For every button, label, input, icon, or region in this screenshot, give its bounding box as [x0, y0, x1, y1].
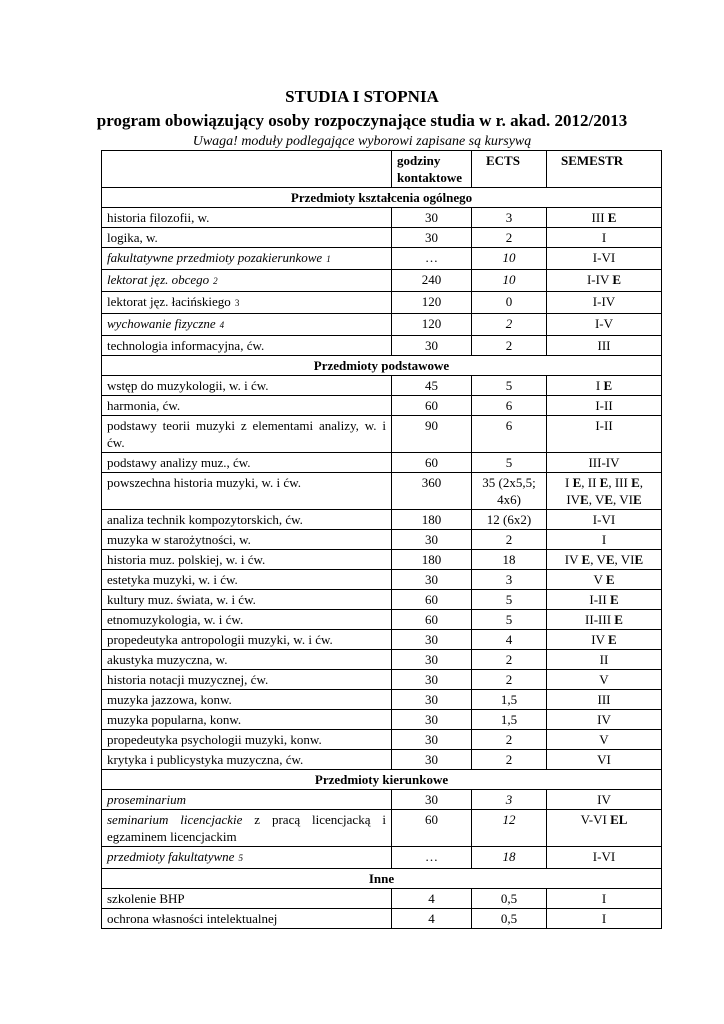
module-name-cell — [102, 847, 392, 869]
ects-cell: 2 — [472, 314, 547, 336]
exam-marker: E — [612, 272, 622, 287]
module-name: historia muz. polskiej, w. i ćw. — [107, 552, 266, 567]
semester-cell — [547, 314, 662, 336]
module-name-cell — [102, 292, 392, 314]
exam-marker: E — [633, 492, 642, 507]
semester-text: I-IV — [586, 272, 613, 287]
semester-text: I — [601, 230, 607, 245]
semester-cell — [547, 810, 662, 847]
module-name: proseminarium — [107, 792, 186, 807]
module-name-rest: z pracą licencjacką i egzaminem licencjackim — [107, 812, 386, 844]
footnote-marker: 5 — [238, 853, 243, 863]
semester-cell — [547, 690, 662, 710]
semester-cell — [547, 416, 662, 453]
semester-text: III — [591, 210, 608, 225]
semester-text: I-II — [589, 592, 610, 607]
hours-cell: 180 — [392, 550, 472, 570]
module-name-cell — [102, 810, 392, 847]
ects-cell: 5 — [472, 610, 547, 630]
module-name-cell — [102, 336, 392, 356]
module-name-cell — [102, 396, 392, 416]
semester-text: IV — [597, 712, 611, 727]
ects-cell: 3 — [472, 208, 547, 228]
exam-marker: E — [634, 552, 644, 567]
hours-cell: 30 — [392, 710, 472, 730]
table-row — [102, 630, 662, 650]
hours-cell: 30 — [392, 208, 472, 228]
ects-cell: 3 — [472, 570, 547, 590]
module-name-cell — [102, 690, 392, 710]
module-name: kultury muz. świata, w. i ćw. — [107, 592, 256, 607]
semester-text: II-III — [585, 612, 615, 627]
semester-text: I-V — [594, 316, 614, 331]
table-row — [102, 810, 662, 847]
exam-marker: EL — [610, 812, 628, 827]
page-title: STUDIA I STOPNIA — [285, 87, 439, 106]
module-name-cell — [102, 710, 392, 730]
module-name: powszechna historia muzyki, w. i ćw. — [107, 475, 301, 490]
table-row — [102, 650, 662, 670]
module-name-cell — [102, 550, 392, 570]
semester-text: I-IV — [592, 294, 616, 309]
module-name: estetyka muzyki, w. i ćw. — [107, 572, 238, 587]
semester-text: I — [601, 532, 607, 547]
module-name-cell — [102, 228, 392, 248]
module-name: szkolenie BHP — [107, 891, 185, 906]
section-header-row — [102, 770, 662, 790]
ects-cell: 10 — [472, 248, 547, 270]
module-name: etnomuzykologia, w. i ćw. — [107, 612, 244, 627]
semester-text: I — [601, 911, 607, 926]
program-subtitle: program obowiązujący osoby rozpoczynające studia w r. akad. 2012/2013 — [96, 111, 628, 130]
hours-cell: 30 — [392, 336, 472, 356]
table-row — [102, 248, 662, 270]
ects-cell: 35 (2x5,5; 4x6) — [472, 473, 547, 510]
semester-cell — [547, 510, 662, 530]
module-name: lektorat jęz. obcego — [107, 272, 210, 287]
exam-marker: E — [609, 592, 619, 607]
module-name-cell — [102, 270, 392, 292]
hours-cell: 90 — [392, 416, 472, 453]
exam-marker: E — [614, 612, 623, 627]
table-row — [102, 396, 662, 416]
ects-cell: 1,5 — [472, 690, 547, 710]
semester-cell — [547, 730, 662, 750]
hours-cell: 120 — [392, 314, 472, 336]
ects-cell: 2 — [472, 228, 547, 248]
module-name: muzyka w starożytności, w. — [107, 532, 251, 547]
hours-cell: 30 — [392, 690, 472, 710]
hours-cell: 30 — [392, 790, 472, 810]
hours-cell: 180 — [392, 510, 472, 530]
ects-cell: 5 — [472, 453, 547, 473]
semester-cell — [547, 750, 662, 770]
module-name-cell — [102, 510, 392, 530]
semester-cell — [547, 270, 662, 292]
semester-cell — [547, 292, 662, 314]
semester-cell — [547, 208, 662, 228]
semester-cell — [547, 710, 662, 730]
module-name-cell — [102, 416, 392, 453]
exam-marker: E — [581, 552, 591, 567]
module-name-cell — [102, 376, 392, 396]
semester-text: I — [595, 378, 604, 393]
module-name-cell — [102, 730, 392, 750]
module-name-cell — [102, 650, 392, 670]
hours-cell: 30 — [392, 730, 472, 750]
exam-marker: E — [605, 572, 615, 587]
module-name-cell — [102, 248, 392, 270]
table-row — [102, 550, 662, 570]
table-body — [102, 188, 662, 929]
footnote-marker: 2 — [213, 276, 218, 286]
module-name: krytyka i publicystyka muzyczna, ćw. — [107, 752, 304, 767]
section-title: Przedmioty kierunkowe — [102, 770, 662, 790]
module-name-cell — [102, 530, 392, 550]
ects-cell: 6 — [472, 396, 547, 416]
semester-text: IV — [564, 552, 582, 567]
module-name: ochrona własności intelektualnej — [107, 911, 278, 926]
module-name: technologia informacyjna, ćw. — [107, 338, 265, 353]
table-row — [102, 292, 662, 314]
hours-cell: 30 — [392, 750, 472, 770]
header-module — [102, 151, 392, 188]
module-name: fakultatywne przedmioty pozakierunkowe — [107, 250, 323, 265]
table-row — [102, 690, 662, 710]
semester-text: IV — [591, 632, 609, 647]
module-name: podstawy analizy muz., ćw. — [107, 455, 251, 470]
hours-cell: 30 — [392, 630, 472, 650]
semester-cell — [547, 376, 662, 396]
semester-cell — [547, 473, 662, 510]
semester-cell — [547, 530, 662, 550]
module-name: akustyka muzyczna, w. — [107, 652, 228, 667]
module-name: historia filozofii, w. — [107, 210, 210, 225]
module-name: muzyka jazzowa, konw. — [107, 692, 232, 707]
table-row — [102, 909, 662, 929]
curriculum-table — [101, 150, 662, 929]
module-name-cell — [102, 889, 392, 909]
exam-marker: E — [572, 475, 582, 490]
semester-text: I-II — [595, 418, 613, 433]
module-name-cell — [102, 630, 392, 650]
semester-text: IV — [597, 792, 611, 807]
hours-cell: 60 — [392, 396, 472, 416]
header-semester: SEMESTR — [547, 151, 662, 188]
ects-cell: 5 — [472, 376, 547, 396]
semester-text: I-VI — [592, 512, 616, 527]
hours-cell: 30 — [392, 670, 472, 690]
semester-text: I-VI — [592, 250, 616, 265]
table-row — [102, 208, 662, 228]
ects-cell: 12 (6x2) — [472, 510, 547, 530]
semester-text: , II — [581, 475, 600, 490]
semester-text: V-VI — [580, 812, 611, 827]
table-row — [102, 610, 662, 630]
hours-cell: 30 — [392, 570, 472, 590]
module-name: analiza technik kompozytorskich, ćw. — [107, 512, 303, 527]
ects-cell: 2 — [472, 336, 547, 356]
ects-cell: 12 — [472, 810, 547, 847]
semester-cell — [547, 847, 662, 869]
table-row — [102, 314, 662, 336]
semester-text: III — [597, 338, 611, 353]
semester-text: I-II — [595, 398, 613, 413]
module-name: wychowanie fizyczne — [107, 316, 216, 331]
exam-marker: E — [605, 552, 615, 567]
semester-text: I-VI — [592, 849, 616, 864]
module-name: przedmioty fakultatywne — [107, 849, 235, 864]
semester-cell — [547, 909, 662, 929]
semester-text: , III — [608, 475, 632, 490]
module-name-cell — [102, 453, 392, 473]
ects-cell: 1,5 — [472, 710, 547, 730]
semester-cell — [547, 790, 662, 810]
ects-cell: 0,5 — [472, 889, 547, 909]
semester-text: I — [601, 891, 607, 906]
hours-cell: 30 — [392, 228, 472, 248]
section-title: Przedmioty podstawowe — [102, 356, 662, 376]
hours-cell: 120 — [392, 292, 472, 314]
semester-cell — [547, 670, 662, 690]
footnote-marker: 3 — [234, 298, 240, 308]
module-name: logika, w. — [107, 230, 158, 245]
module-name-cell — [102, 473, 392, 510]
module-name: wstęp do muzykologii, w. i ćw. — [107, 378, 269, 393]
exam-marker: E — [604, 492, 614, 507]
exam-marker: E — [608, 632, 617, 647]
header-ects: ECTS — [472, 151, 547, 188]
section-title: Inne — [102, 869, 662, 889]
ects-cell: 2 — [472, 730, 547, 750]
semester-text: V — [599, 672, 609, 687]
ects-cell: 0 — [472, 292, 547, 314]
table-row — [102, 790, 662, 810]
section-header-row — [102, 869, 662, 889]
hours-cell: 60 — [392, 610, 472, 630]
module-name-cell — [102, 570, 392, 590]
semester-cell — [547, 396, 662, 416]
semester-text: III-IV — [588, 455, 620, 470]
ects-cell: 18 — [472, 550, 547, 570]
ects-cell: 2 — [472, 750, 547, 770]
table-row — [102, 590, 662, 610]
module-name: lektorat jęz. łacińskiego — [107, 294, 231, 309]
module-name: podstawy teorii muzyki z elementami analizy, w. i ćw. — [107, 418, 386, 450]
module-name: harmonia, ćw. — [107, 398, 181, 413]
hours-cell: 60 — [392, 810, 472, 847]
footnote-marker: 4 — [219, 320, 225, 330]
table-row — [102, 670, 662, 690]
semester-text: V — [593, 572, 606, 587]
module-name: seminarium licencjackie — [107, 812, 243, 827]
hours-cell: 60 — [392, 590, 472, 610]
semester-text: , V — [590, 552, 606, 567]
ects-cell: 6 — [472, 416, 547, 453]
table-row — [102, 416, 662, 453]
semester-cell — [547, 248, 662, 270]
semester-text: , VI — [614, 552, 635, 567]
ects-cell: 0,5 — [472, 909, 547, 929]
hours-cell: 240 — [392, 270, 472, 292]
exam-marker: E — [580, 492, 589, 507]
module-name-cell — [102, 208, 392, 228]
ects-cell: 5 — [472, 590, 547, 610]
module-name-cell — [102, 790, 392, 810]
section-header-row — [102, 356, 662, 376]
hours-cell: 360 — [392, 473, 472, 510]
hours-cell: 60 — [392, 453, 472, 473]
ects-cell: 3 — [472, 790, 547, 810]
exam-marker: E — [631, 475, 640, 490]
hours-cell: 4 — [392, 889, 472, 909]
ects-cell: 18 — [472, 847, 547, 869]
hours-cell: 4 — [392, 909, 472, 929]
ects-cell: 2 — [472, 650, 547, 670]
module-name-cell — [102, 590, 392, 610]
table-row — [102, 730, 662, 750]
hours-cell: … — [392, 847, 472, 869]
ects-cell: 2 — [472, 670, 547, 690]
footnote-marker: 1 — [326, 254, 331, 264]
section-title: Przedmioty kształcenia ogólnego — [102, 188, 662, 208]
semester-cell — [547, 570, 662, 590]
table-row — [102, 473, 662, 510]
hours-cell: 30 — [392, 530, 472, 550]
table-header-row — [102, 151, 662, 188]
semester-text: V — [599, 732, 609, 747]
semester-cell — [547, 453, 662, 473]
table-row — [102, 710, 662, 730]
semester-cell — [547, 550, 662, 570]
table-row — [102, 570, 662, 590]
header-hours: godziny kontaktowe — [392, 151, 472, 188]
semester-text: I — [564, 475, 573, 490]
exam-marker: E — [603, 378, 613, 393]
module-name-cell — [102, 750, 392, 770]
semester-text: , VI — [613, 492, 634, 507]
table-row — [102, 270, 662, 292]
module-name: muzyka popularna, konw. — [107, 712, 242, 727]
semester-cell — [547, 610, 662, 630]
module-name: historia notacji muzycznej, ćw. — [107, 672, 269, 687]
semester-cell — [547, 336, 662, 356]
semester-text: II — [599, 652, 609, 667]
module-name: propedeutyka antropologii muzyki, w. i ćw. — [107, 632, 333, 647]
hours-cell: 45 — [392, 376, 472, 396]
module-name-cell — [102, 909, 392, 929]
table-row — [102, 453, 662, 473]
module-name: propedeutyka psychologii muzyki, konw. — [107, 732, 322, 747]
semester-text: VI — [597, 752, 611, 767]
table-row — [102, 889, 662, 909]
semester-text: III — [597, 692, 611, 707]
ects-cell: 2 — [472, 530, 547, 550]
table-row — [102, 510, 662, 530]
section-header-row — [102, 188, 662, 208]
table-row — [102, 847, 662, 869]
semester-cell — [547, 889, 662, 909]
ects-cell: 4 — [472, 630, 547, 650]
table-row — [102, 336, 662, 356]
semester-text: , IV — [566, 475, 644, 507]
elective-note: Uwaga! moduły podlegające wyborowi zapisane są kursywą — [192, 134, 532, 149]
table-row — [102, 228, 662, 248]
exam-marker: E — [607, 210, 617, 225]
semester-text: , V — [588, 492, 605, 507]
table-row — [102, 530, 662, 550]
hours-cell: … — [392, 248, 472, 270]
semester-cell — [547, 630, 662, 650]
hours-cell: 30 — [392, 650, 472, 670]
module-name-cell — [102, 314, 392, 336]
semester-cell — [547, 228, 662, 248]
semester-cell — [547, 590, 662, 610]
exam-marker: E — [599, 475, 609, 490]
module-name-cell — [102, 670, 392, 690]
ects-cell: 10 — [472, 270, 547, 292]
module-name-cell — [102, 610, 392, 630]
semester-cell — [547, 650, 662, 670]
table-row — [102, 376, 662, 396]
table-row — [102, 750, 662, 770]
